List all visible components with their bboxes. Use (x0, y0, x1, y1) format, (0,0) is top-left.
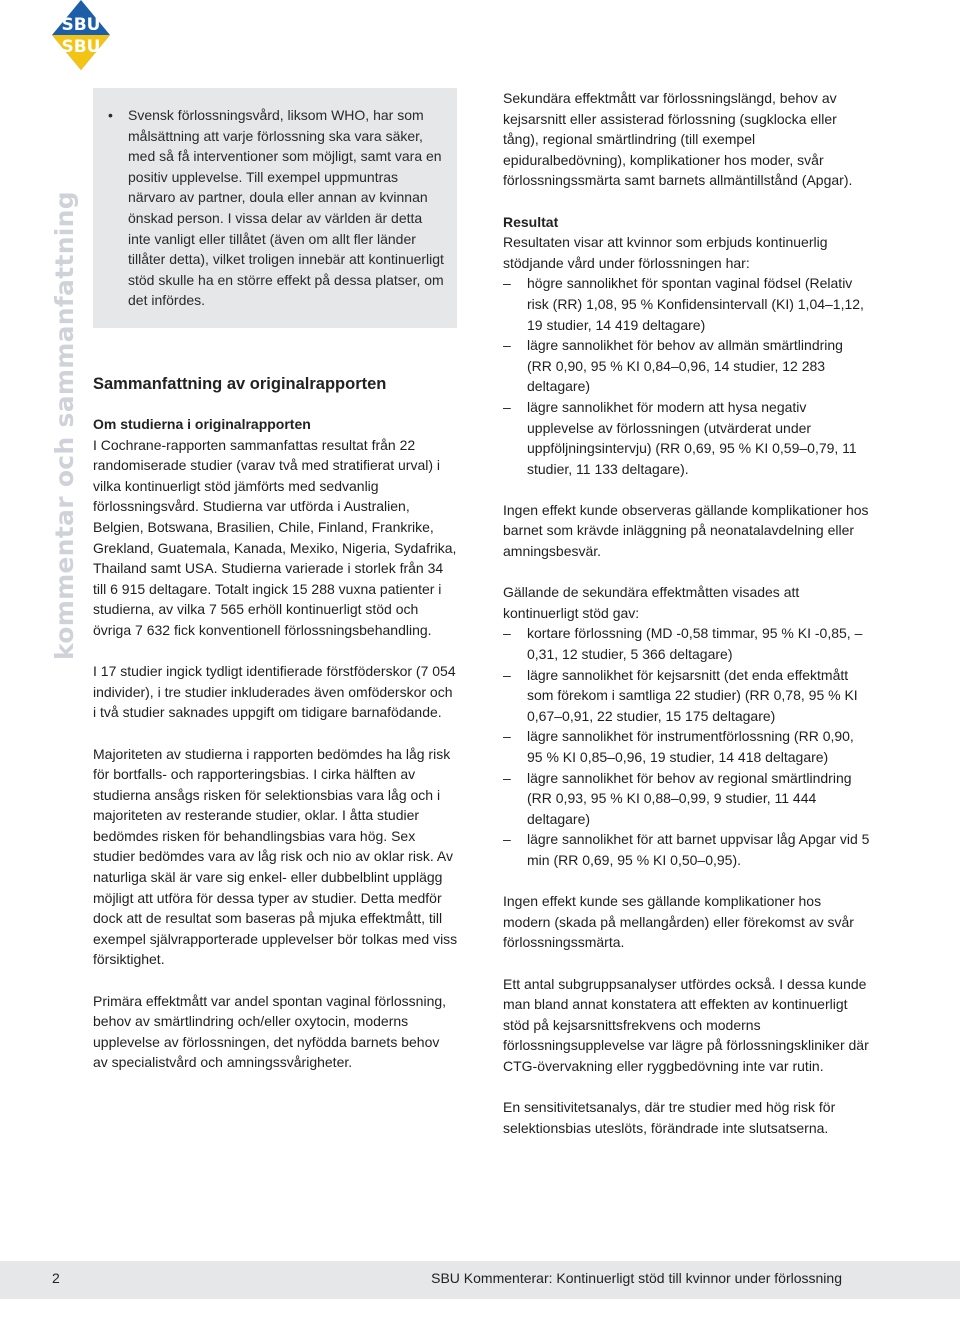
section-heading: Sammanfattning av originalrapporten (93, 375, 387, 393)
list-item-text: lägre sannolikhet för modern att hysa negativ upplevelse av förlossningen (utvärderat under uppföljningsintervju) (RR 0,69, 95 % KI 0,59–0,79, 11 studier, 11 133 deltagare). (527, 398, 857, 477)
list-item-text: lägre sannolikhet för instrumentförlossning (RR 0,90, 95 % KI 0,85–0,96, 19 studier, 14 418 deltagare) (527, 728, 854, 765)
bullet-marker: • (108, 107, 113, 123)
dash-marker: – (503, 275, 511, 292)
list-item (503, 726, 871, 767)
list-item-text: lägre sannolikhet för att barnet uppvisar låg Apgar vid 5 min (RR 0,69, 95 % KI 0,50–0,95). (527, 831, 870, 868)
list-item-text: lägre sannolikhet för kejsarsnitt (det enda effektmått som förekom i samtliga 22 studier) (RR 0,78, 95 % KI 0,67–0,91, 22 studier, 15 175 deltagare) (527, 666, 858, 724)
page-number: 2 (52, 1270, 60, 1286)
list-item (503, 397, 871, 479)
list-item (503, 623, 871, 664)
dash-marker: – (503, 398, 511, 415)
results-heading: Resultat (503, 213, 559, 230)
dash-marker: – (503, 769, 511, 786)
paragraph: Gällande de sekundära effektmåtten visades att kontinuerligt stöd gav: (503, 584, 800, 621)
subsection-heading: Om studierna i originalrapporten (93, 416, 311, 432)
sbu-logo-mark (52, 0, 110, 70)
paragraph: Ett antal subgruppsanalyser utfördes också. I dessa kunde man bland annat konstatera att effekten av kontinuerligt stöd på kejsarsnittsfrekvens och moderns förlossningsupplevelse var lägre på förlossningskliniker där CTG-övervakning eller ryggbedövning inte var rutin. (503, 975, 869, 1074)
dash-marker: – (503, 728, 511, 745)
list-item (503, 768, 871, 830)
logo-text-top: SBU (61, 15, 101, 35)
secondary-list (503, 623, 871, 870)
sbu-logo (52, 0, 110, 70)
dash-marker: – (503, 831, 511, 848)
paragraph: Resultaten visar att kvinnor som erbjuds kontinuerlig stödjande vård under förlossningen har: (503, 234, 828, 271)
list-item (503, 829, 871, 870)
paragraph: I Cochrane-rapporten sammanfattas resultat från 22 randomiserade studier (varav två med stratifierat urval) i vilka kontinuerligt stöd jämförts med sedvanlig förlossningsvård. Studierna var utförda i Australien, Belgien, Botswana, Brasilien, Chile, Finland, Frankrike, Grekland, Guatemala, Kanada, Mexiko, Nigeria, Sydafrika, Thailand samt USA. Studierna varierade i storlek från 34 till 6 915 deltagare. Totalt ingick 15 288 vuxna patienter i studierna, av vilka 7 565 erhöll kontinuerligt stöd och övriga 7 632 fick konventionell förlossningsbehandling. (93, 436, 457, 638)
list-item-text: lägre sannolikhet för behov av allmän smärtlindring (RR 0,90, 95 % KI 0,84–0,96, 14 studier, 12 283 deltagare) (527, 337, 843, 395)
running-title: SBU Kommenterar: Kontinuerligt stöd till kvinnor under förlossning (431, 1270, 842, 1286)
left-column (93, 372, 458, 1094)
paragraph: En sensitivitetsanalys, där tre studier med hög risk för selektionsbias uteslöts, förändrade inte slutsatserna. (503, 1099, 836, 1136)
list-item (503, 273, 871, 335)
logo-text-bottom: SBU (61, 37, 101, 57)
paragraph: Ingen effekt kunde ses gällande komplikationer hos modern (skada på mellangården) eller förekomst av svår förlossningssmärta. (503, 893, 854, 951)
dash-marker: – (503, 666, 511, 683)
paragraph: Sekundära effektmått var förlossningslängd, behov av kejsarsnitt eller assisterad förlossning (sugklocka eller tång), regional smärtlindring (till exempel epiduralbedövning), komplikationer hos moder, svår förlossningssmärta samt barnets allmäntillstånd (Apgar). (503, 90, 853, 189)
results-list (503, 273, 871, 479)
paragraph: Ingen effekt kunde observeras gällande komplikationer hos barnet som krävde inläggning på neonatalavdelning eller amningsbesvär. (503, 501, 869, 560)
paragraph: Primära effektmått var andel spontan vaginal förlossning, behov av smärtlindring och/eller oxytocin, moderns upplevelse av förlossningen, det nyfödda barnets behov av specialistvård och amningssvårigheter. (93, 992, 447, 1071)
list-item (503, 335, 871, 397)
dash-marker: – (503, 625, 511, 642)
summary-item (103, 105, 447, 311)
list-item-text: högre sannolikhet för spontan vaginal födsel (Relativ risk (RR) 1,08, 95 % Konfidensintervall (KI) 1,04–1,12, 19 studier, 14 419 deltagare) (527, 275, 864, 333)
summary-list (103, 105, 447, 311)
paragraph: Majoriteten av studierna i rapporten bedömdes ha låg risk för bortfalls- och rapporteringsbias. I cirka hälften av studierna ansågs risken för selektionsbias vara låg och i majoriteten av resterande studier, oklar. I åtta studier bedömdes risken för behandlingsbias vara hög. Sex studier bedömdes vara av låg risk och nio av oklar risk. Av naturliga skäl är vare sig enkel- eller dubbelblint upplägg möjligt att utföra för dessa typer av studier. Detta medför dock att de resultat som baseras på mjuka effektmått, till exempel självrapporterade upplevelser bör tolkas med viss försiktighet. (93, 745, 458, 968)
paragraph: I 17 studier ingick tydligt identifierade förstföderskor (7 054 individer), i tre studier inkluderades även omföderskor och i två studier saknades uppgift om tidigare barnafödande. (93, 663, 456, 721)
list-item-text: lägre sannolikhet för behov av regional smärtlindring (RR 0,93, 95 % KI 0,88–0,99, 9 studier, 11 444 deltagare) (527, 769, 852, 827)
dash-marker: – (503, 337, 511, 354)
summary-item-text: Svensk förlossningsvård, liksom WHO, har som målsättning att varje förlossning ska vara säker, med så få interventioner som möjligt, samt vara en positiv upplevelse. Till exempel uppmuntras närvaro av partner, doula eller annan av kvinnan önskad person. I vissa delar av världen är detta inte vanligt eller tillåtet (även om allt fler länder tillåter detta), vilket troligen innebär att kontinuerligt stöd skulle ha en större effekt på dessa platser, om det infördes. (128, 107, 444, 309)
summary-box (93, 88, 457, 328)
side-title: kommentar och sammanfattning (50, 191, 79, 660)
list-item-text: kortare förlossning (MD -0,58 timmar, 95 % KI -0,85, –0,31, 12 studier, 5 366 deltagare) (527, 625, 863, 663)
right-column (503, 88, 871, 1159)
list-item (503, 665, 871, 727)
